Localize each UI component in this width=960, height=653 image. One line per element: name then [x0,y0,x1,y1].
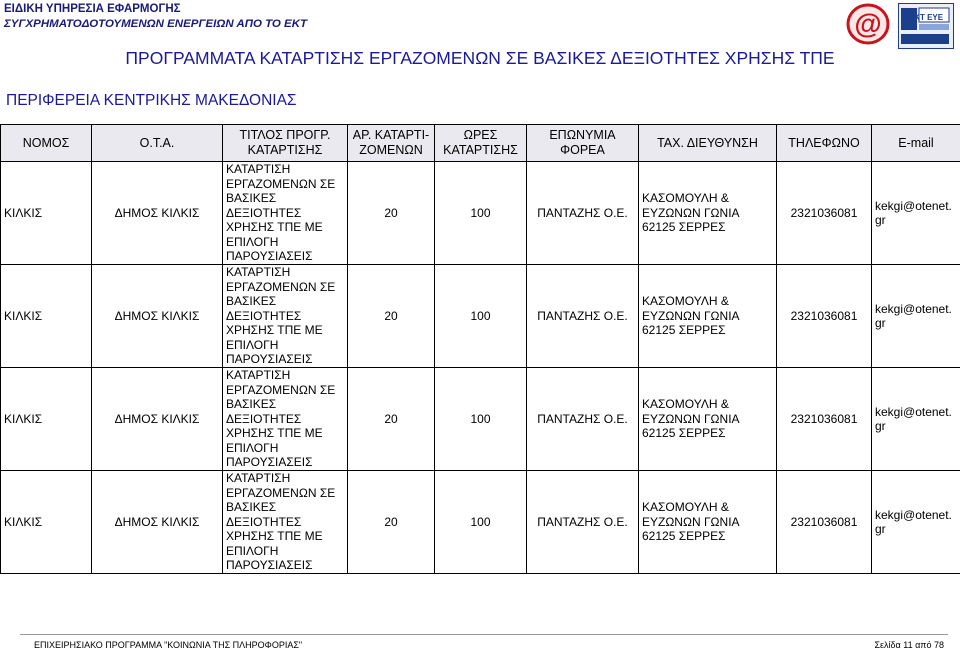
cell-email: kekgi@otenet. gr [872,471,960,574]
table-row [1,368,960,471]
cell-hours: 100 [435,471,527,574]
table-header-row [1,125,960,162]
col-header-title: ΤΙΤΛΟΣ ΠΡΟΓΡ. ΚΑΤΑΡΤΙΣΗΣ [223,125,348,162]
col-header-phone: ΤΗΛΕΦΩΝΟ [777,125,872,162]
col-header-trainees: ΑΡ. ΚΑΤΑΡΤΙ- ΖΟΜΕΝΩΝ [348,125,435,162]
cell-nomos: ΚΙΛΚΙΣ [1,265,92,368]
cell-ota: ΔΗΜΟΣ ΚΙΛΚΙΣ [92,368,223,471]
cell-nomos: ΚΙΛΚΙΣ [1,368,92,471]
cell-email: kekgi@otenet. gr [872,162,960,265]
cell-title: ΚΑΤΑΡΤΙΣΗ ΕΡΓΑΖΟΜΕΝΩΝ ΣΕ ΒΑΣΙΚΕΣ ΔΕΞΙΟΤΗΤΕΣ ΧΡΗΣΗΣ ΤΠΕ ΜΕ ΕΠΙΛΟΓΗ ΠΑΡΟΥΣΙΑΣΕΙΣ [223,471,348,574]
cell-hours: 100 [435,368,527,471]
logo-ekt-text: EKT EYE [908,13,944,22]
cell-phone: 2321036081 [777,265,872,368]
cell-title: ΚΑΤΑΡΤΙΣΗ ΕΡΓΑΖΟΜΕΝΩΝ ΣΕ ΒΑΣΙΚΕΣ ΔΕΞΙΟΤΗΤΕΣ ΧΡΗΣΗΣ ΤΠΕ ΜΕ ΕΠΙΛΟΓΗ ΠΑΡΟΥΣΙΑΣΕΙΣ [223,265,348,368]
cell-phone: 2321036081 [777,471,872,574]
col-header-provider: ΕΠΩΝΥΜΙΑ ΦΟΡΕΑ [527,125,639,162]
cell-nomos: ΚΙΛΚΙΣ [1,162,92,265]
org-line-1: ΕΙΔΙΚΗ ΥΠΗΡΕΣΙΑ ΕΦΑΡΜΟΓΗΣ [4,3,181,15]
cell-email: kekgi@otenet. gr [872,265,960,368]
cell-address: ΚΑΣΟΜΟΥΛΗ & ΕΥΖΩΝΩΝ ΓΩΝΙΑ 62125 ΣΕΡΡΕΣ [639,162,777,265]
table-row [1,162,960,265]
col-header-nomos: ΝΟΜΟΣ [1,125,92,162]
col-header-address: ΤΑΧ. ΔΙΕΥΘΥΝΣΗ [639,125,777,162]
org-line-2: ΣΥΓΧΡΗΜΑΤΟΔΟΤΟΥΜΕΝΩΝ ΕΝΕΡΓΕΙΩΝ ΑΠΟ ΤΟ ΕΚΤ [4,18,308,30]
logos [846,3,954,49]
cell-hours: 100 [435,265,527,368]
cell-phone: 2321036081 [777,162,872,265]
table-row [1,471,960,574]
cell-hours: 100 [435,162,527,265]
footer-page-number: Σελίδα 11 από 78 [874,640,944,650]
cell-provider: ΠΑΝΤΑΖΗΣ Ο.Ε. [527,368,639,471]
programs-table [0,124,960,574]
footer-divider [20,634,948,635]
cell-trainees: 20 [348,471,435,574]
cell-address: ΚΑΣΟΜΟΥΛΗ & ΕΥΖΩΝΩΝ ΓΩΝΙΑ 62125 ΣΕΡΡΕΣ [639,368,777,471]
footer-program-name: ΕΠΙΧΕΙΡΗΣΙΑΚΟ ΠΡΟΓΡΑΜΜΑ "ΚΟΙΝΩΝΙΑ ΤΗΣ ΠΛΗΡΟΦΟΡΙΑΣ" [34,640,303,650]
cell-phone: 2321036081 [777,368,872,471]
cell-ota: ΔΗΜΟΣ ΚΙΛΚΙΣ [92,265,223,368]
cell-ota: ΔΗΜΟΣ ΚΙΛΚΙΣ [92,471,223,574]
ekt-eye-logo [898,3,954,49]
cell-provider: ΠΑΝΤΑΖΗΣ Ο.Ε. [527,265,639,368]
col-header-ota: Ο.Τ.Α. [92,125,223,162]
table-row [1,265,960,368]
cell-ota: ΔΗΜΟΣ ΚΙΛΚΙΣ [92,162,223,265]
cell-provider: ΠΑΝΤΑΖΗΣ Ο.Ε. [527,162,639,265]
cell-nomos: ΚΙΛΚΙΣ [1,471,92,574]
col-header-hours: ΩΡΕΣ ΚΑΤΑΡΤΙΣΗΣ [435,125,527,162]
organization-header [4,2,307,32]
cell-address: ΚΑΣΟΜΟΥΛΗ & ΕΥΖΩΝΩΝ ΓΩΝΙΑ 62125 ΣΕΡΡΕΣ [639,265,777,368]
cell-trainees: 20 [348,162,435,265]
information-society-logo [846,3,894,45]
cell-title: ΚΑΤΑΡΤΙΣΗ ΕΡΓΑΖΟΜΕΝΩΝ ΣΕ ΒΑΣΙΚΕΣ ΔΕΞΙΟΤΗΤΕΣ ΧΡΗΣΗΣ ΤΠΕ ΜΕ ΕΠΙΛΟΓΗ ΠΑΡΟΥΣΙΑΣΕΙΣ [223,368,348,471]
page-title: ΠΡΟΓΡΑΜΜΑΤΑ ΚΑΤΑΡΤΙΣΗΣ ΕΡΓΑΖΟΜΕΝΩΝ ΣΕ ΒΑΣΙΚΕΣ ΔΕΞΙΟΤΗΤΕΣ ΧΡΗΣΗΣ ΤΠΕ [125,48,835,68]
cell-address: ΚΑΣΟΜΟΥΛΗ & ΕΥΖΩΝΩΝ ΓΩΝΙΑ 62125 ΣΕΡΡΕΣ [639,471,777,574]
cell-provider: ΠΑΝΤΑΖΗΣ Ο.Ε. [527,471,639,574]
region-subtitle: ΠΕΡΙΦΕΡΕΙΑ ΚΕΝΤΡΙΚΗΣ ΜΑΚΕΔΟΝΙΑΣ [6,92,297,109]
cell-email: kekgi@otenet. gr [872,368,960,471]
col-header-email: E-mail [872,125,960,162]
cell-title: ΚΑΤΑΡΤΙΣΗ ΕΡΓΑΖΟΜΕΝΩΝ ΣΕ ΒΑΣΙΚΕΣ ΔΕΞΙΟΤΗΤΕΣ ΧΡΗΣΗΣ ΤΠΕ ΜΕ ΕΠΙΛΟΓΗ ΠΑΡΟΥΣΙΑΣΕΙΣ [223,162,348,265]
cell-trainees: 20 [348,265,435,368]
logo-at-glyph: @ [854,8,882,39]
cell-trainees: 20 [348,368,435,471]
